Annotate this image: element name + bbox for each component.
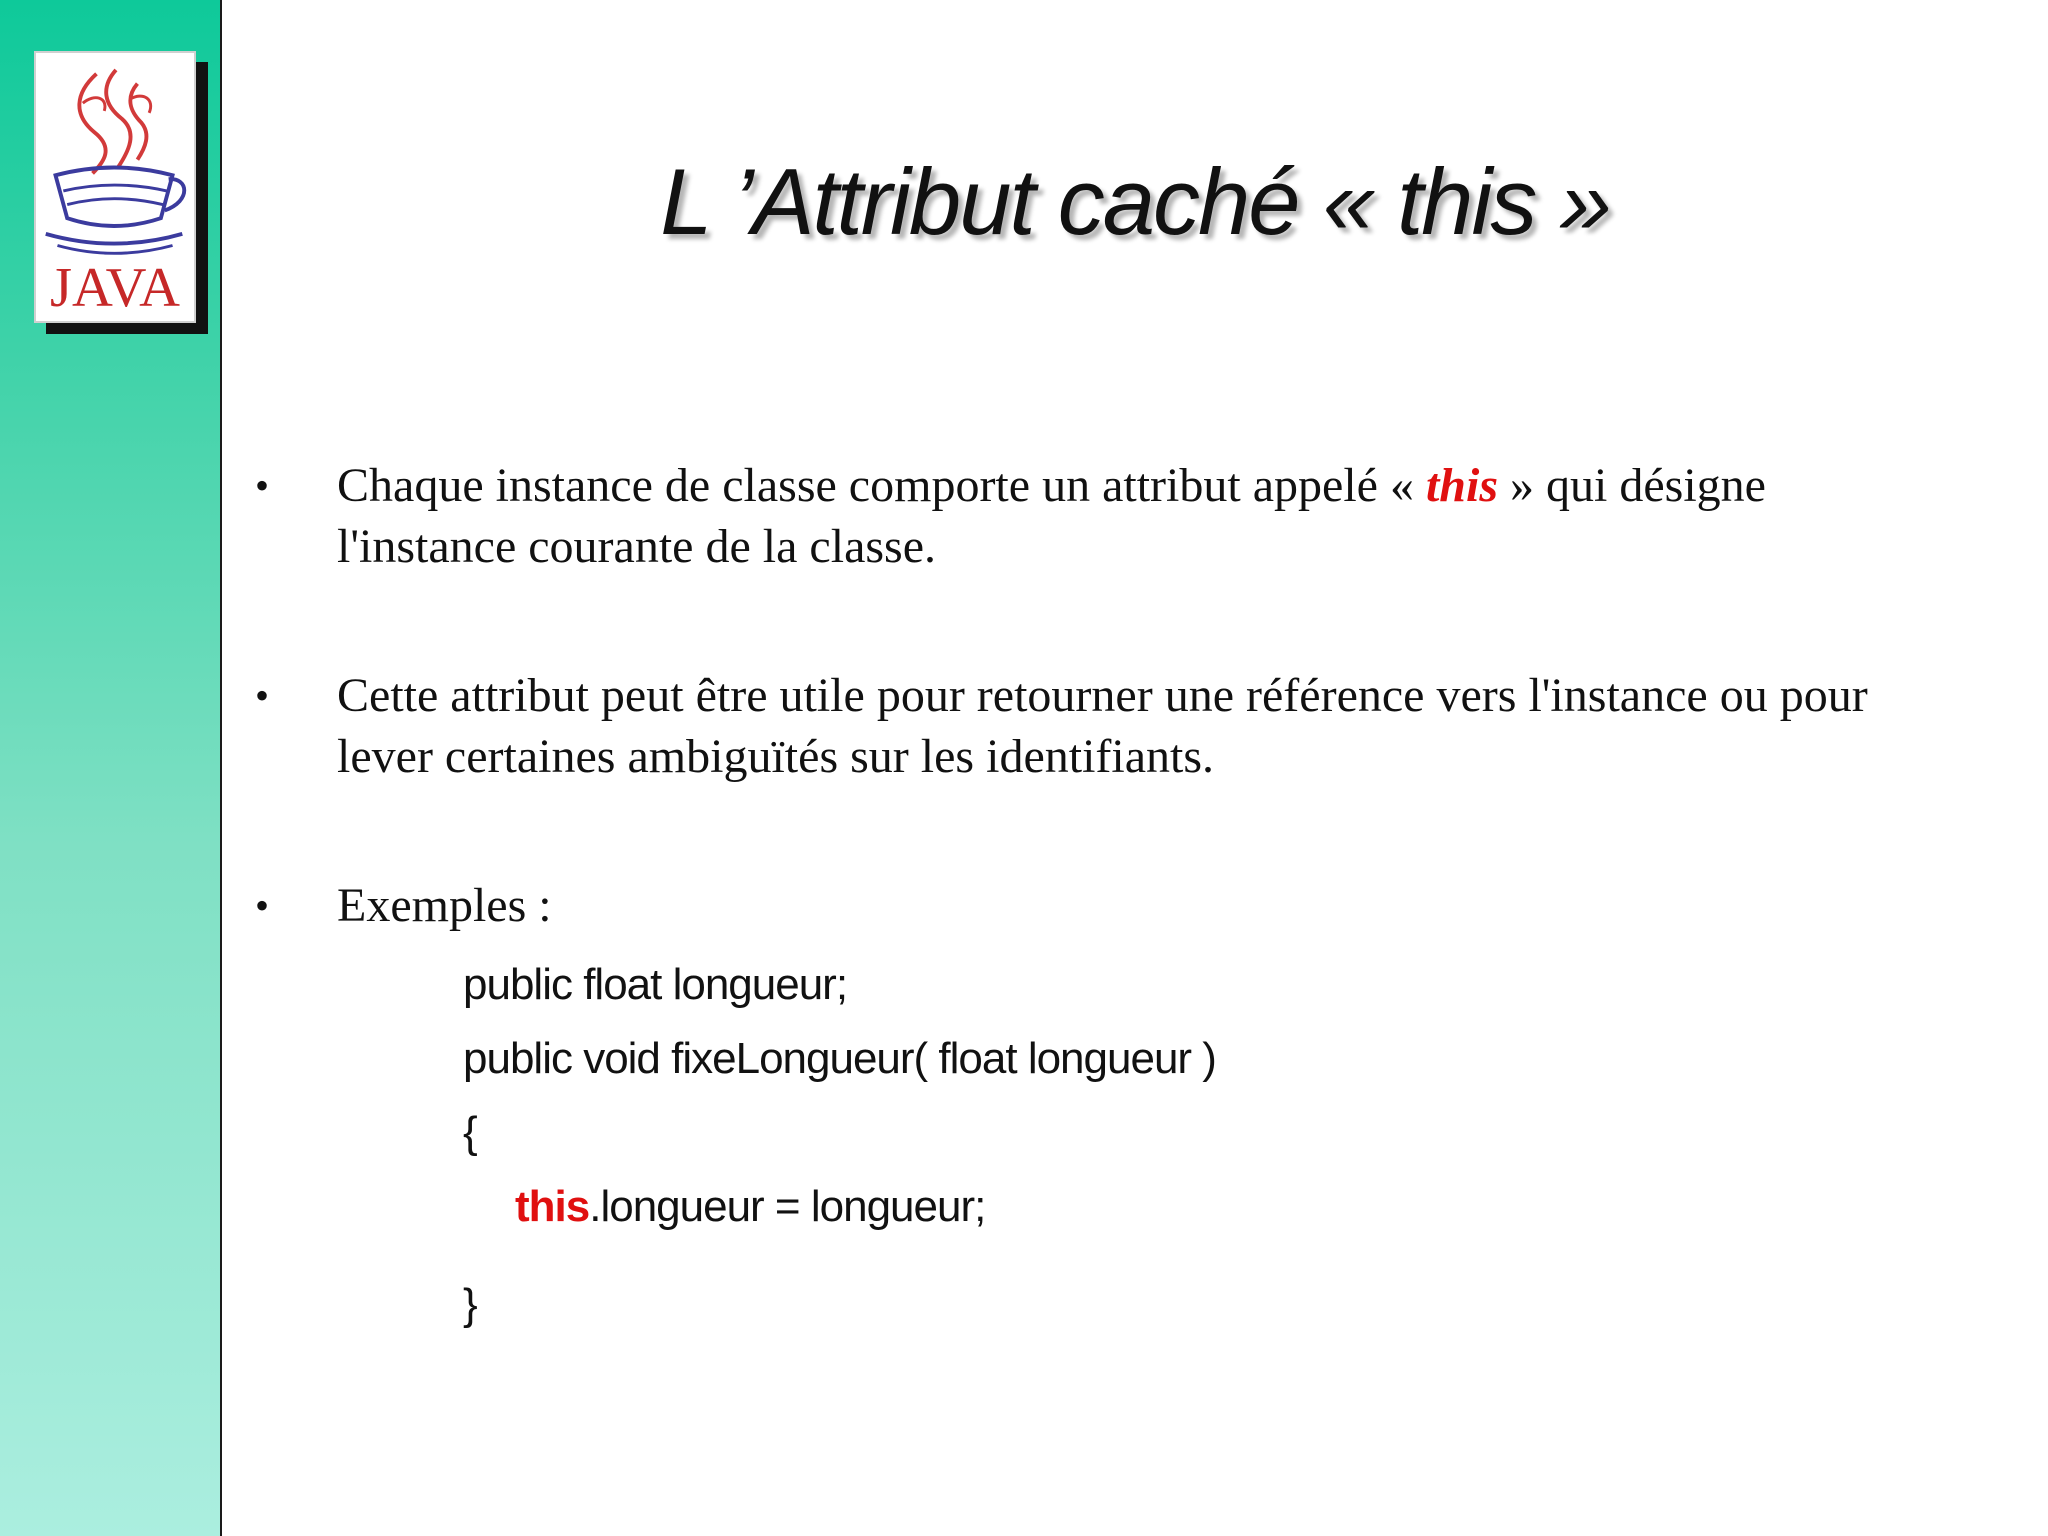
bullet-item [255,455,1895,577]
code-keyword-this: this [515,1182,590,1231]
java-cup-icon [36,53,194,321]
logo-text: JAVA [50,256,180,319]
bullet-item [255,665,1895,787]
keyword-this: this [1425,459,1498,512]
code-line: public float longueur; [463,960,848,1009]
java-logo [34,51,196,323]
code-line: } [463,1280,477,1329]
bullet-icon: • [255,463,270,508]
bullet-text: Exemples : [337,879,552,932]
bullet-icon: • [255,883,270,928]
sidebar [0,0,222,1536]
code-line-rest: .longueur = longueur; [589,1182,986,1231]
bullet-text-before: Chaque instance de classe comporte un attribut appelé « [337,459,1426,512]
bullet-icon: • [255,673,270,718]
code-line: { [463,1108,477,1157]
bullet-item [255,875,1895,936]
code-line: public void fixeLongueur( float longueur ) [463,1034,1216,1083]
bullet-text: Cette attribut peut être utile pour retourner une référence vers l'instance ou pour lever certaines ambiguïtés sur les identifiants. [337,669,1868,783]
bullet-list [255,455,1895,1024]
code-line [463,1170,1216,1244]
slide-title: L ’Attribut caché « this » [660,149,1610,254]
code-example [463,948,1216,1342]
bullet-text-after: » qui désigne l'instance courante de la classe. [337,459,1766,573]
